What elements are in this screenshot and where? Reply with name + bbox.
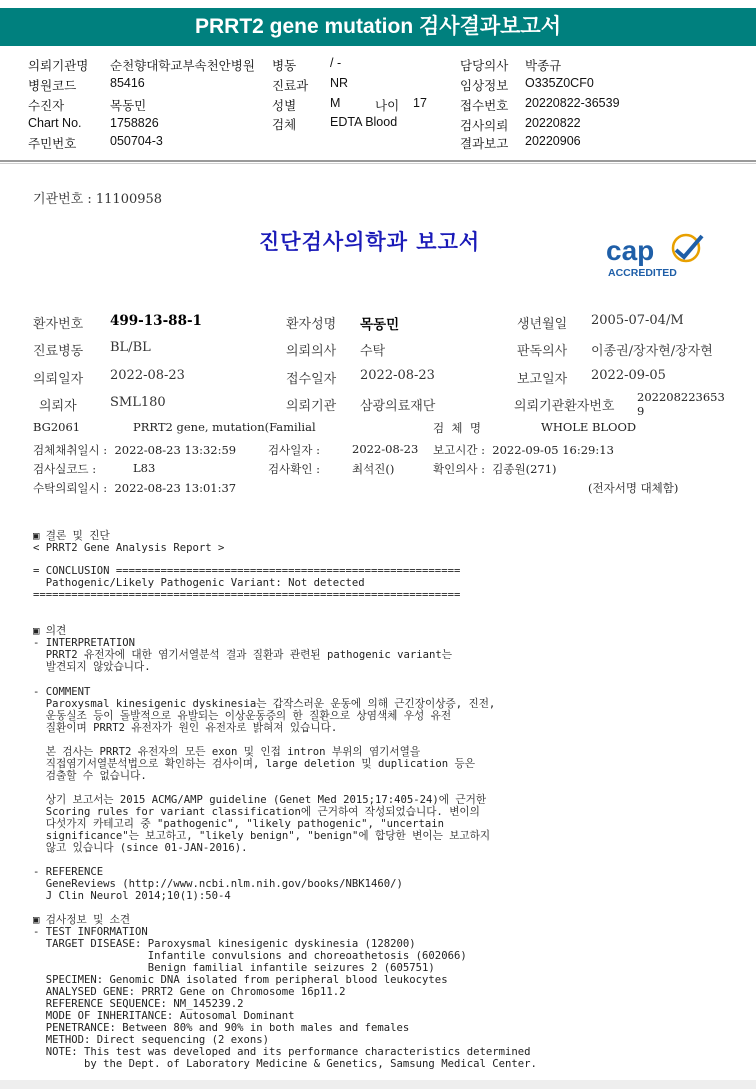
report-line: METHOD: Direct sequencing (2 exons) [33,1034,269,1046]
report-line: = CONCLUSION ====================================================== [33,565,461,577]
patient-field: 의뢰일자 [33,372,84,387]
test-info-field: 최석진() [352,462,395,476]
report-line: - COMMENT [33,686,91,698]
svg-text:cap: cap [606,235,655,266]
divider [0,160,756,162]
info-value: 목동민 [110,99,147,113]
info-value: 17 [413,96,427,110]
info-label: 주민번호 [28,137,77,151]
info-value: 85416 [110,76,145,90]
info-label: 접수번호 [460,99,509,113]
test-info-field: 검사일자 : [268,443,320,457]
report-line: ▣ 결론 및 진단 [33,530,110,542]
cap-logo-icon [604,230,716,280]
info-label: 결과보고 [460,137,509,151]
report-line: - INTERPRETATION [33,637,136,649]
report-line: Scoring rules for variant classification에 근거하여 작성되었습니다. 변이의 [33,806,480,818]
info-value: / - [330,56,342,70]
report-line: SPECIMEN: Genomic DNA isolated from peripheral blood leukocytes [33,974,448,986]
info-label: 병동 [272,59,297,73]
report-line: NOTE: This test was developed and its performance characteristics determined [33,1046,531,1058]
info-label: Chart No. [28,116,82,130]
test-info-field: 확인의사 : 김종원(271) [433,462,557,476]
info-label: 수진자 [28,99,65,113]
svg-text:ACCREDITED: ACCREDITED [608,267,677,279]
bottom-bar [0,1080,756,1089]
patient-field: 의뢰기관 [286,399,337,414]
test-info-field: 보고시간 : 2022-09-05 16:29:13 [433,443,614,457]
report-line: 운동실조 등이 돌발적으로 유발되는 이상운동증의 한 질환으로 상염색체 우성 유전 [33,710,452,722]
test-info-field: 검사실코드 : [33,462,97,476]
report-line: J Clin Neurol 2014;10(1):50-4 [33,890,231,902]
info-value: 1758826 [110,116,159,130]
test-info-field: 수탁의뢰일시 : 2022-08-23 13:01:37 [33,481,237,495]
report-line: 다섯가지 카테고리 중 "pathogenic", "likely pathogenic", "uncertain [33,818,445,830]
report-line: significance"는 보고하고, "likely benign", "benign"에 합당한 변이는 보고하지 [33,830,491,842]
info-label: 병원코드 [28,79,77,93]
test-info-field: BG2061 [33,420,81,434]
report-line: Infantile convulsions and choreoathetosis (602066) [33,950,467,962]
report-line: - REFERENCE [33,866,104,878]
info-value: 박종규 [525,59,562,73]
report-header-bar [0,8,756,46]
info-label: 검체 [272,118,297,132]
info-label: 성별 [272,99,297,113]
report-line: 검출할 수 없습니다. [33,770,147,782]
info-value: NR [330,76,349,90]
info-value: 순천향대학교부속천안병원 [110,59,255,73]
info-label: 임상정보 [460,79,509,93]
report-line: 질환이며 PRRT2 유전자가 원인 유전자로 밝혀져 있습니다. [33,722,338,734]
patient-field: 수탁 [360,344,386,359]
test-info-field: 2022-08-23 [352,442,419,456]
patient-field: 삼광의료재단 [360,399,436,414]
patient-field: BL/BL [110,340,151,355]
report-line: ANALYSED GENE: PRRT2 Gene on Chromosome 16p11.2 [33,986,346,998]
patient-field: 환자성명 [286,317,337,332]
report-line: Paroxysmal kinesigenic dyskinesia는 갑작스러운 운동에 의해 근긴장이상증, 진전, [33,698,496,710]
patient-field: 환자번호 [33,317,84,332]
report-line: ▣ 검사정보 및 소견 [33,914,131,926]
patient-field: 2022-08-23 [360,368,435,383]
patient-field: 접수일자 [286,372,337,387]
report-line: ▣ 의견 [33,625,67,637]
report-title: 진단검사의학과 보고서 [259,229,481,254]
test-info-field: WHOLE BLOOD [541,420,637,434]
institution-number: 기관번호 : 11100958 [33,192,163,207]
report-line: PENETRANCE: Between 80% and 90% in both males and females [33,1022,410,1034]
info-value: 20220822-36539 [525,96,620,110]
info-label: 검사의뢰 [460,119,509,133]
ref-patient-number-line1: 202208223653 [637,390,725,404]
test-info-field: 검사확인 : [268,462,320,476]
test-info-field: PRRT2 gene, mutation(Familial [133,420,316,434]
info-label: 진료과 [272,79,309,93]
patient-field: 2022-08-23 [110,368,185,383]
divider [0,163,756,164]
test-info-field: (전자서명 대체함) [588,481,679,495]
ref-patient-number-line2: 9 [637,404,645,418]
patient-value-bold: 499-13-88-1 [110,313,202,329]
info-value: 050704-3 [110,134,163,148]
patient-value-bold: 목동민 [360,317,400,333]
report-line: 본 검사는 PRRT2 유전자의 모든 exon 및 인접 intron 부위의 염기서열을 [33,746,421,758]
report-line: 않고 있습니다 (since 01-JAN-2016). [33,842,248,854]
test-info-field: L83 [133,461,156,475]
patient-field: 의뢰자 [39,399,77,414]
report-line: by the Dept. of Laboratory Medicine & Genetics, Samsung Medical Center. [33,1058,537,1070]
report-line: TARGET DISEASE: Paroxysmal kinesigenic dyskinesia (128200) [33,938,416,950]
report-line: PRRT2 유전자에 대한 염기서열분석 결과 질환과 관련된 pathogenic variant는 [33,649,452,661]
patient-field: 판독의사 [517,344,568,359]
patient-field: 의뢰의사 [286,344,337,359]
patient-field: 보고일자 [517,372,568,387]
patient-field: 이종권/장자현/장자현 [591,344,713,359]
report-line: =================================================================== [33,589,461,601]
report-line: 상기 보고서는 2015 ACMG/AMP guideline (Genet Med 2015;17:405-24)에 근거한 [33,794,487,806]
info-label: 담당의사 [460,59,509,73]
report-line: - TEST INFORMATION [33,926,148,938]
patient-field: 의뢰기관환자번호 [514,399,615,414]
report-header-title: PRRT2 gene mutation 검사결과보고서 [194,15,562,38]
test-info-field: 검체채취일시 : 2022-08-23 13:32:59 [33,443,237,457]
info-value: EDTA Blood [330,115,398,129]
patient-field: 2005-07-04/M [591,313,684,328]
cap-accredited-logo [604,230,716,280]
report-line: < PRRT2 Gene Analysis Report > [33,542,225,554]
info-label: 나이 [375,99,400,113]
report-line: 발견되지 않았습니다. [33,661,151,673]
report-line: Pathogenic/Likely Pathogenic Variant: Not detected [33,577,365,589]
info-value: M [330,96,341,110]
patient-field: 생년월일 [517,317,568,332]
info-value: 20220822 [525,116,581,130]
report-line: GeneReviews (http://www.ncbi.nlm.nih.gov/books/NBK1460/) [33,878,403,890]
info-value: 20220906 [525,134,581,148]
report-line: 직접염기서열분석법으로 확인하는 검사이며, large deletion 및 duplication 등은 [33,758,475,770]
info-value: O335Z0CF0 [525,76,594,90]
report-line: REFERENCE SEQUENCE: NM_145239.2 [33,998,244,1010]
patient-field: SML180 [110,395,166,410]
info-label: 의뢰기관명 [28,59,89,73]
patient-field: 2022-09-05 [591,368,666,383]
report-line: Benign familial infantile seizures 2 (605751) [33,962,435,974]
report-line: MODE OF INHERITANCE: Autosomal Dominant [33,1010,295,1022]
test-info-field: 검 체 명 [433,421,481,435]
patient-field: 진료병동 [33,344,84,359]
